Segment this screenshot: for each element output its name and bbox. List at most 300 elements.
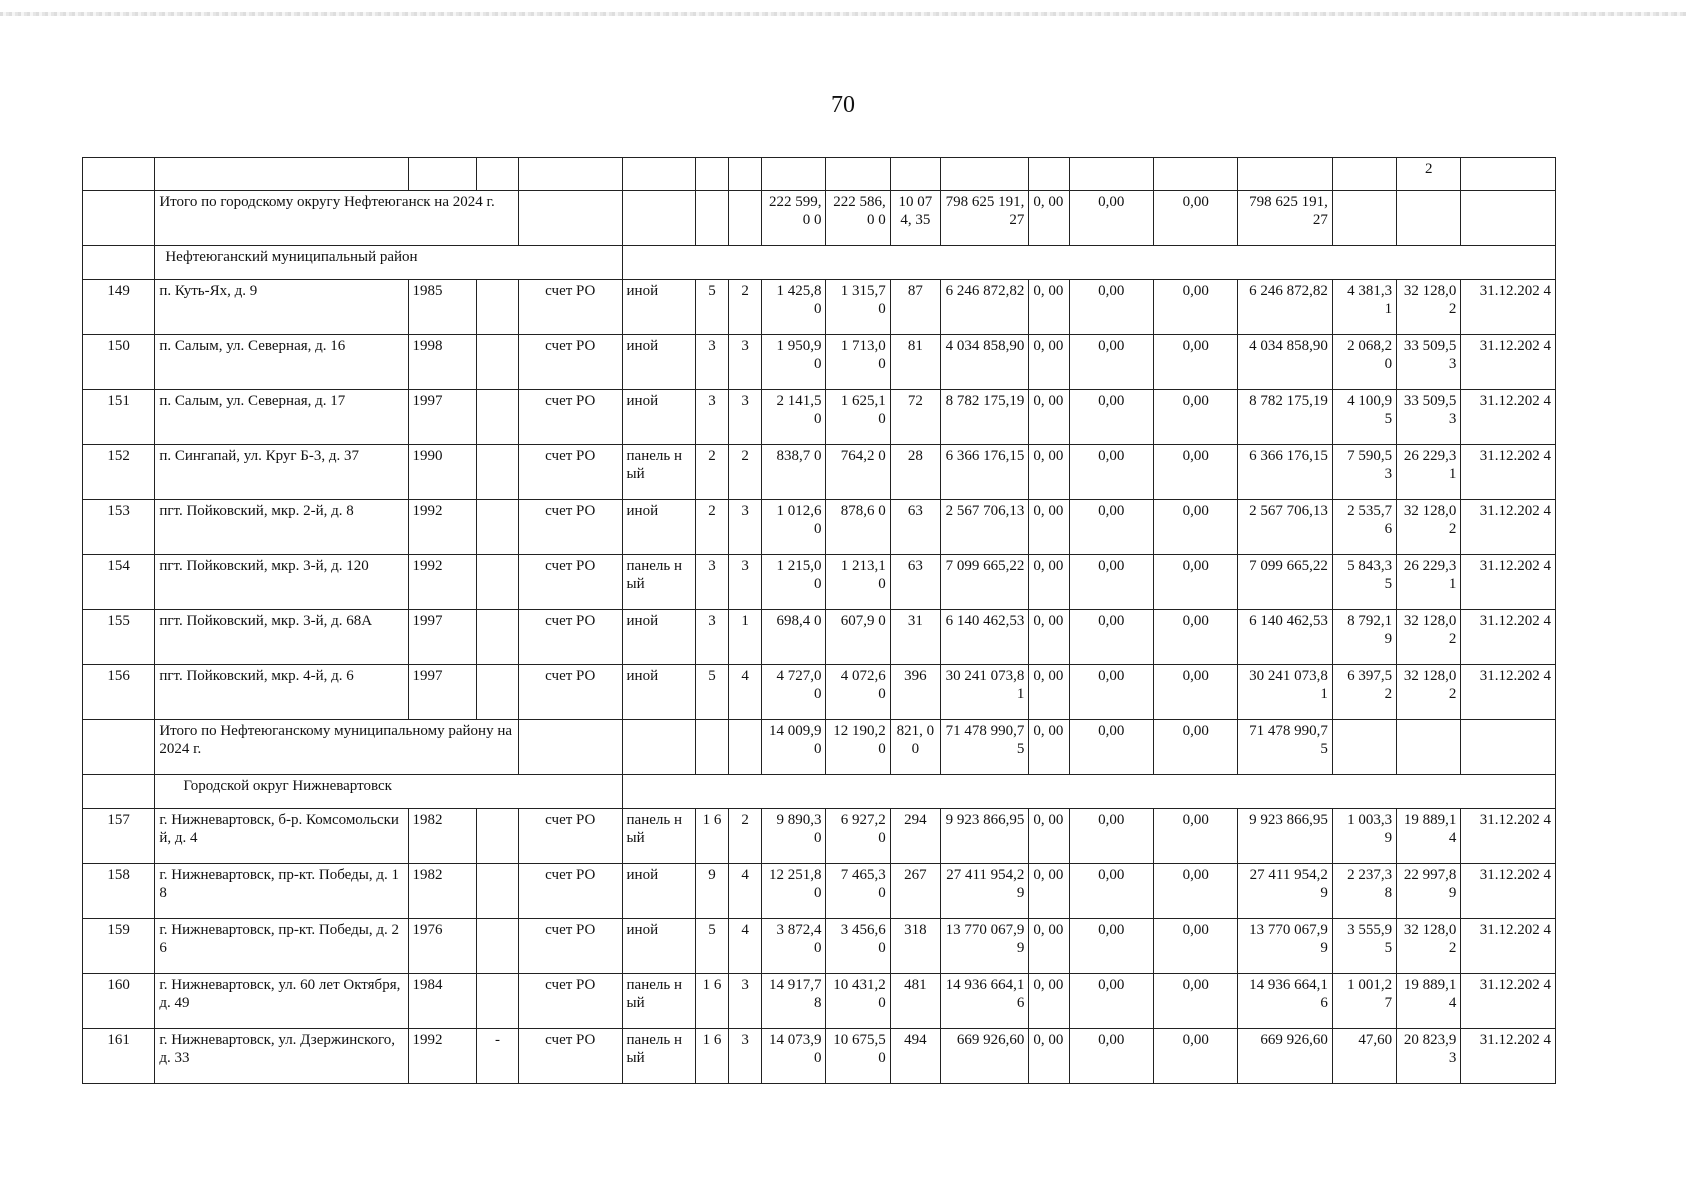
floors: 2 — [695, 500, 728, 555]
repair-cost: 13 770 067,99 — [941, 919, 1029, 974]
address: п. Куть-Ях, д. 9 — [155, 280, 408, 335]
account-type: счет РО — [519, 555, 622, 610]
table-row — [83, 500, 1556, 555]
residents: 267 — [890, 864, 940, 919]
max-unit-cost: 19 889,1 4 — [1397, 974, 1461, 1029]
total-area: 1 950,9 0 — [762, 335, 826, 390]
build-year: 1992 — [408, 1029, 476, 1084]
fund-2: 0,00 — [1154, 665, 1238, 720]
max-unit-cost: 32 128,0 2 — [1397, 665, 1461, 720]
wall-material: иной — [622, 500, 695, 555]
address: г. Нижневартовск, пр-кт. Победы, д. 18 — [155, 864, 408, 919]
subsidy: 0, 00 — [1029, 720, 1069, 775]
max-unit-cost: 22 997,8 9 — [1397, 864, 1461, 919]
subsidy: 0, 00 — [1029, 555, 1069, 610]
account-type: счет РО — [519, 610, 622, 665]
living-area: 7 465,3 0 — [826, 864, 890, 919]
fund-1: 0,00 — [1069, 610, 1153, 665]
fund-1: 0,00 — [1069, 864, 1153, 919]
wall-material: иной — [622, 665, 695, 720]
table-row — [83, 280, 1556, 335]
account-type: счет РО — [519, 390, 622, 445]
address: г. Нижневартовск, б-р. Комсомольский, д. 4 — [155, 809, 408, 864]
build-year: 1982 — [408, 809, 476, 864]
max-unit-cost: 33 509,5 3 — [1397, 335, 1461, 390]
column-number-row — [83, 158, 1556, 191]
due-date: 31.12.202 4 — [1461, 445, 1556, 500]
wall-material: иной — [622, 610, 695, 665]
entrances: 2 — [729, 809, 762, 864]
max-unit-cost: 33 509,5 3 — [1397, 390, 1461, 445]
owners-funds: 9 923 866,95 — [1238, 809, 1332, 864]
repair-cost: 9 923 866,95 — [941, 809, 1029, 864]
entrances: 4 — [729, 665, 762, 720]
mark — [476, 665, 518, 720]
row-number: 150 — [83, 335, 155, 390]
subsidy: 0, 00 — [1029, 335, 1069, 390]
row-number: 157 — [83, 809, 155, 864]
total-area: 14 073,9 0 — [762, 1029, 826, 1084]
address: п. Сингапай, ул. Круг Б-3, д. 37 — [155, 445, 408, 500]
row-number: 160 — [83, 974, 155, 1029]
unit-cost: 2 535,7 6 — [1332, 500, 1396, 555]
row-number: 156 — [83, 665, 155, 720]
build-year: 1984 — [408, 974, 476, 1029]
due-date: 31.12.202 4 — [1461, 610, 1556, 665]
header-row-group — [83, 158, 1556, 191]
floors: 2 — [695, 445, 728, 500]
table-row — [83, 610, 1556, 665]
address: пгт. Пойковский, мкр. 4-й, д. 6 — [155, 665, 408, 720]
entrances: 3 — [729, 1029, 762, 1084]
section-title: Городской округ Нижневартовск — [155, 775, 622, 809]
living-area: 12 190,2 0 — [826, 720, 890, 775]
wall-material: панель ный — [622, 555, 695, 610]
residents: 10 074, 35 — [890, 191, 940, 246]
max-unit-cost: 19 889,1 4 — [1397, 809, 1461, 864]
fund-2: 0,00 — [1154, 919, 1238, 974]
fund-2: 0,00 — [1154, 809, 1238, 864]
living-area: 764,2 0 — [826, 445, 890, 500]
max-unit-cost: 20 823,9 3 — [1397, 1029, 1461, 1084]
owners-funds: 13 770 067,99 — [1238, 919, 1332, 974]
fund-2: 0,00 — [1154, 1029, 1238, 1084]
residents: 87 — [890, 280, 940, 335]
subsidy: 0, 00 — [1029, 864, 1069, 919]
living-area: 10 431,2 0 — [826, 974, 890, 1029]
repair-cost: 798 625 191,27 — [941, 191, 1029, 246]
max-unit-cost: 26 229,3 1 — [1397, 445, 1461, 500]
total-blank — [519, 720, 622, 775]
wall-material: иной — [622, 919, 695, 974]
account-type: счет РО — [519, 280, 622, 335]
unit-cost: 1 001,2 7 — [1332, 974, 1396, 1029]
owners-funds: 6 140 462,53 — [1238, 610, 1332, 665]
total-blank — [1461, 191, 1556, 246]
address: г. Нижневартовск, ул. 60 лет Октября, д. 49 — [155, 974, 408, 1029]
residents: 72 — [890, 390, 940, 445]
mark — [476, 445, 518, 500]
fund-1: 0,00 — [1069, 500, 1153, 555]
total-blank — [729, 720, 762, 775]
row-number: 161 — [83, 1029, 155, 1084]
fund-1: 0,00 — [1069, 974, 1153, 1029]
wall-material: панель ный — [622, 445, 695, 500]
fund-2: 0,00 — [1154, 555, 1238, 610]
mark — [476, 610, 518, 665]
total-label: Итого по городскому округу Нефтеюганск на 2024 г. — [155, 191, 519, 246]
repair-cost: 6 246 872,82 — [941, 280, 1029, 335]
build-year: 1992 — [408, 500, 476, 555]
residents: 481 — [890, 974, 940, 1029]
account-type: счет РО — [519, 974, 622, 1029]
floors: 1 6 — [695, 974, 728, 1029]
max-unit-cost: 32 128,0 2 — [1397, 610, 1461, 665]
floors: 1 6 — [695, 1029, 728, 1084]
total-area: 1 425,8 0 — [762, 280, 826, 335]
total-blank — [1397, 720, 1461, 775]
table-row — [83, 665, 1556, 720]
floors: 9 — [695, 864, 728, 919]
section-row — [83, 775, 1556, 809]
living-area: 222 586,0 0 — [826, 191, 890, 246]
account-type: счет РО — [519, 665, 622, 720]
address: пгт. Пойковский, мкр. 2-й, д. 8 — [155, 500, 408, 555]
section-row — [83, 246, 1556, 280]
total-row — [83, 720, 1556, 775]
address: п. Салым, ул. Северная, д. 17 — [155, 390, 408, 445]
fund-2: 0,00 — [1154, 191, 1238, 246]
entrances: 1 — [729, 610, 762, 665]
row-number: 158 — [83, 864, 155, 919]
housing-table — [82, 157, 1556, 1084]
total-neftey-group — [83, 191, 1556, 246]
repair-cost: 6 366 176,15 — [941, 445, 1029, 500]
account-type: счет РО — [519, 445, 622, 500]
wall-material: иной — [622, 864, 695, 919]
subsidy: 0, 00 — [1029, 809, 1069, 864]
total-blank — [519, 191, 622, 246]
build-year: 1997 — [408, 390, 476, 445]
fund-2: 0,00 — [1154, 335, 1238, 390]
entrances: 3 — [729, 390, 762, 445]
floors: 5 — [695, 665, 728, 720]
due-date: 31.12.202 4 — [1461, 809, 1556, 864]
unit-cost: 7 590,5 3 — [1332, 445, 1396, 500]
unit-cost: 4 381,3 1 — [1332, 280, 1396, 335]
total-blank — [695, 191, 728, 246]
total-blank — [83, 720, 155, 775]
total-blank — [622, 720, 695, 775]
account-type: счет РО — [519, 500, 622, 555]
owners-funds: 6 366 176,15 — [1238, 445, 1332, 500]
entrances: 3 — [729, 500, 762, 555]
table-row — [83, 809, 1556, 864]
scan-edge — [0, 12, 1686, 16]
total-area: 1 215,0 0 — [762, 555, 826, 610]
entrances: 4 — [729, 864, 762, 919]
table-row — [83, 445, 1556, 500]
total-area: 222 599,0 0 — [762, 191, 826, 246]
fund-2: 0,00 — [1154, 720, 1238, 775]
table-row — [83, 1029, 1556, 1084]
entrances: 4 — [729, 919, 762, 974]
max-unit-cost: 32 128,0 2 — [1397, 280, 1461, 335]
fund-2: 0,00 — [1154, 500, 1238, 555]
total-district-group — [83, 720, 1556, 775]
section-blank — [83, 246, 155, 280]
due-date: 31.12.202 4 — [1461, 390, 1556, 445]
mark — [476, 500, 518, 555]
unit-cost: 8 792,1 9 — [1332, 610, 1396, 665]
total-row — [83, 191, 1556, 246]
mark — [476, 280, 518, 335]
subsidy: 0, 00 — [1029, 1029, 1069, 1084]
mark — [476, 919, 518, 974]
row-number: 154 — [83, 555, 155, 610]
address: пгт. Пойковский, мкр. 3-й, д. 120 — [155, 555, 408, 610]
repair-cost: 71 478 990,75 — [941, 720, 1029, 775]
account-type: счет РО — [519, 335, 622, 390]
fund-2: 0,00 — [1154, 280, 1238, 335]
fund-2: 0,00 — [1154, 390, 1238, 445]
due-date: 31.12.202 4 — [1461, 555, 1556, 610]
owners-funds: 27 411 954,29 — [1238, 864, 1332, 919]
entrances: 2 — [729, 280, 762, 335]
residents: 81 — [890, 335, 940, 390]
repair-cost: 669 926,60 — [941, 1029, 1029, 1084]
wall-material: иной — [622, 390, 695, 445]
repair-cost: 30 241 073,81 — [941, 665, 1029, 720]
living-area: 4 072,6 0 — [826, 665, 890, 720]
total-area: 12 251,8 0 — [762, 864, 826, 919]
table-row — [83, 555, 1556, 610]
due-date: 31.12.202 4 — [1461, 1029, 1556, 1084]
total-blank — [83, 191, 155, 246]
wall-material: панель ный — [622, 974, 695, 1029]
unit-cost: 2 068,2 0 — [1332, 335, 1396, 390]
residents: 318 — [890, 919, 940, 974]
fund-1: 0,00 — [1069, 335, 1153, 390]
total-blank — [729, 191, 762, 246]
repair-cost: 8 782 175,19 — [941, 390, 1029, 445]
build-year: 1976 — [408, 919, 476, 974]
mark — [476, 335, 518, 390]
due-date: 31.12.202 4 — [1461, 280, 1556, 335]
build-year: 1982 — [408, 864, 476, 919]
address: г. Нижневартовск, пр-кт. Победы, д. 26 — [155, 919, 408, 974]
build-year: 1998 — [408, 335, 476, 390]
living-area: 1 713,0 0 — [826, 335, 890, 390]
due-date: 31.12.202 4 — [1461, 974, 1556, 1029]
due-date: 31.12.202 4 — [1461, 335, 1556, 390]
subsidy: 0, 00 — [1029, 919, 1069, 974]
subsidy: 0, 00 — [1029, 445, 1069, 500]
owners-funds: 71 478 990,75 — [1238, 720, 1332, 775]
mark — [476, 390, 518, 445]
fund-2: 0,00 — [1154, 864, 1238, 919]
living-area: 1 213,1 0 — [826, 555, 890, 610]
wall-material: иной — [622, 335, 695, 390]
total-area: 14 917,7 8 — [762, 974, 826, 1029]
owners-funds: 7 099 665,22 — [1238, 555, 1332, 610]
owners-funds: 14 936 664,16 — [1238, 974, 1332, 1029]
floors: 3 — [695, 390, 728, 445]
max-unit-cost: 32 128,0 2 — [1397, 500, 1461, 555]
total-area: 14 009,9 0 — [762, 720, 826, 775]
total-blank — [1332, 191, 1396, 246]
subsidy: 0, 00 — [1029, 280, 1069, 335]
subsidy: 0, 00 — [1029, 665, 1069, 720]
repair-cost: 6 140 462,53 — [941, 610, 1029, 665]
row-number: 159 — [83, 919, 155, 974]
section-blank — [622, 246, 1555, 280]
total-blank — [1397, 191, 1461, 246]
owners-funds: 30 241 073,81 — [1238, 665, 1332, 720]
row-number: 149 — [83, 280, 155, 335]
fund-1: 0,00 — [1069, 280, 1153, 335]
fund-1: 0,00 — [1069, 191, 1153, 246]
build-year: 1990 — [408, 445, 476, 500]
row-number: 151 — [83, 390, 155, 445]
fund-1: 0,00 — [1069, 720, 1153, 775]
total-area: 3 872,4 0 — [762, 919, 826, 974]
subsidy: 0, 00 — [1029, 974, 1069, 1029]
row-number: 153 — [83, 500, 155, 555]
wall-material: панель ный — [622, 1029, 695, 1084]
floors: 5 — [695, 280, 728, 335]
address: п. Салым, ул. Северная, д. 16 — [155, 335, 408, 390]
max-unit-cost: 26 229,3 1 — [1397, 555, 1461, 610]
table-row — [83, 390, 1556, 445]
fund-1: 0,00 — [1069, 555, 1153, 610]
account-type: счет РО — [519, 864, 622, 919]
account-type: счет РО — [519, 919, 622, 974]
subsidy: 0, 00 — [1029, 610, 1069, 665]
build-year: 1992 — [408, 555, 476, 610]
fund-1: 0,00 — [1069, 1029, 1153, 1084]
entrances: 3 — [729, 974, 762, 1029]
due-date: 31.12.202 4 — [1461, 864, 1556, 919]
section-title: Нефтеюганский муниципальный район — [155, 246, 622, 280]
table-row — [83, 864, 1556, 919]
total-blank — [695, 720, 728, 775]
fund-1: 0,00 — [1069, 665, 1153, 720]
repair-cost: 7 099 665,22 — [941, 555, 1029, 610]
row-number: 155 — [83, 610, 155, 665]
total-blank — [1461, 720, 1556, 775]
section-blank — [622, 775, 1555, 809]
fund-1: 0,00 — [1069, 390, 1153, 445]
mark: - — [476, 1029, 518, 1084]
mark — [476, 974, 518, 1029]
unit-cost: 5 843,3 5 — [1332, 555, 1396, 610]
repair-cost: 14 936 664,16 — [941, 974, 1029, 1029]
living-area: 1 625,1 0 — [826, 390, 890, 445]
due-date: 31.12.202 4 — [1461, 665, 1556, 720]
total-area: 838,7 0 — [762, 445, 826, 500]
residents: 821, 00 — [890, 720, 940, 775]
total-label: Итого по Нефтеюганскому муниципальному району на 2024 г. — [155, 720, 519, 775]
unit-cost: 1 003,3 9 — [1332, 809, 1396, 864]
wall-material: панель ный — [622, 809, 695, 864]
repair-cost: 27 411 954,29 — [941, 864, 1029, 919]
owners-funds: 8 782 175,19 — [1238, 390, 1332, 445]
residents: 63 — [890, 555, 940, 610]
floors: 3 — [695, 555, 728, 610]
table-row — [83, 974, 1556, 1029]
total-area: 1 012,6 0 — [762, 500, 826, 555]
floors: 1 6 — [695, 809, 728, 864]
table-row — [83, 335, 1556, 390]
residents: 63 — [890, 500, 940, 555]
total-area: 2 141,5 0 — [762, 390, 826, 445]
unit-cost: 3 555,9 5 — [1332, 919, 1396, 974]
owners-funds: 6 246 872,82 — [1238, 280, 1332, 335]
living-area: 10 675,5 0 — [826, 1029, 890, 1084]
due-date: 31.12.202 4 — [1461, 919, 1556, 974]
living-area: 878,6 0 — [826, 500, 890, 555]
mark — [476, 809, 518, 864]
unit-cost: 47,60 — [1332, 1029, 1396, 1084]
total-area: 9 890,3 0 — [762, 809, 826, 864]
account-type: счет РО — [519, 1029, 622, 1084]
max-unit-cost: 32 128,0 2 — [1397, 919, 1461, 974]
entrances: 3 — [729, 335, 762, 390]
living-area: 1 315,7 0 — [826, 280, 890, 335]
repair-cost: 4 034 858,90 — [941, 335, 1029, 390]
unit-cost: 6 397,5 2 — [1332, 665, 1396, 720]
owners-funds: 798 625 191,27 — [1238, 191, 1332, 246]
section-district-group — [83, 246, 1556, 280]
owners-funds: 2 567 706,13 — [1238, 500, 1332, 555]
living-area: 6 927,2 0 — [826, 809, 890, 864]
wall-material: иной — [622, 280, 695, 335]
row-number: 152 — [83, 445, 155, 500]
build-year: 1985 — [408, 280, 476, 335]
nv-rows — [83, 809, 1556, 1084]
column-number: 2 — [1397, 158, 1461, 191]
section-nv-group — [83, 775, 1556, 809]
district-rows — [83, 280, 1556, 720]
fund-1: 0,00 — [1069, 445, 1153, 500]
residents: 31 — [890, 610, 940, 665]
living-area: 607,9 0 — [826, 610, 890, 665]
floors: 5 — [695, 919, 728, 974]
unit-cost: 2 237,3 8 — [1332, 864, 1396, 919]
subsidy: 0, 00 — [1029, 191, 1069, 246]
build-year: 1997 — [408, 610, 476, 665]
section-blank — [83, 775, 155, 809]
floors: 3 — [695, 335, 728, 390]
owners-funds: 4 034 858,90 — [1238, 335, 1332, 390]
mark — [476, 864, 518, 919]
floors: 3 — [695, 610, 728, 665]
total-area: 4 727,0 0 — [762, 665, 826, 720]
build-year: 1997 — [408, 665, 476, 720]
address: пгт. Пойковский, мкр. 3-й, д. 68А — [155, 610, 408, 665]
address: г. Нижневартовск, ул. Дзержинского, д. 33 — [155, 1029, 408, 1084]
entrances: 3 — [729, 555, 762, 610]
account-type: счет РО — [519, 809, 622, 864]
residents: 396 — [890, 665, 940, 720]
total-blank — [622, 191, 695, 246]
total-blank — [1332, 720, 1396, 775]
fund-2: 0,00 — [1154, 610, 1238, 665]
total-area: 698,4 0 — [762, 610, 826, 665]
owners-funds: 669 926,60 — [1238, 1029, 1332, 1084]
entrances: 2 — [729, 445, 762, 500]
